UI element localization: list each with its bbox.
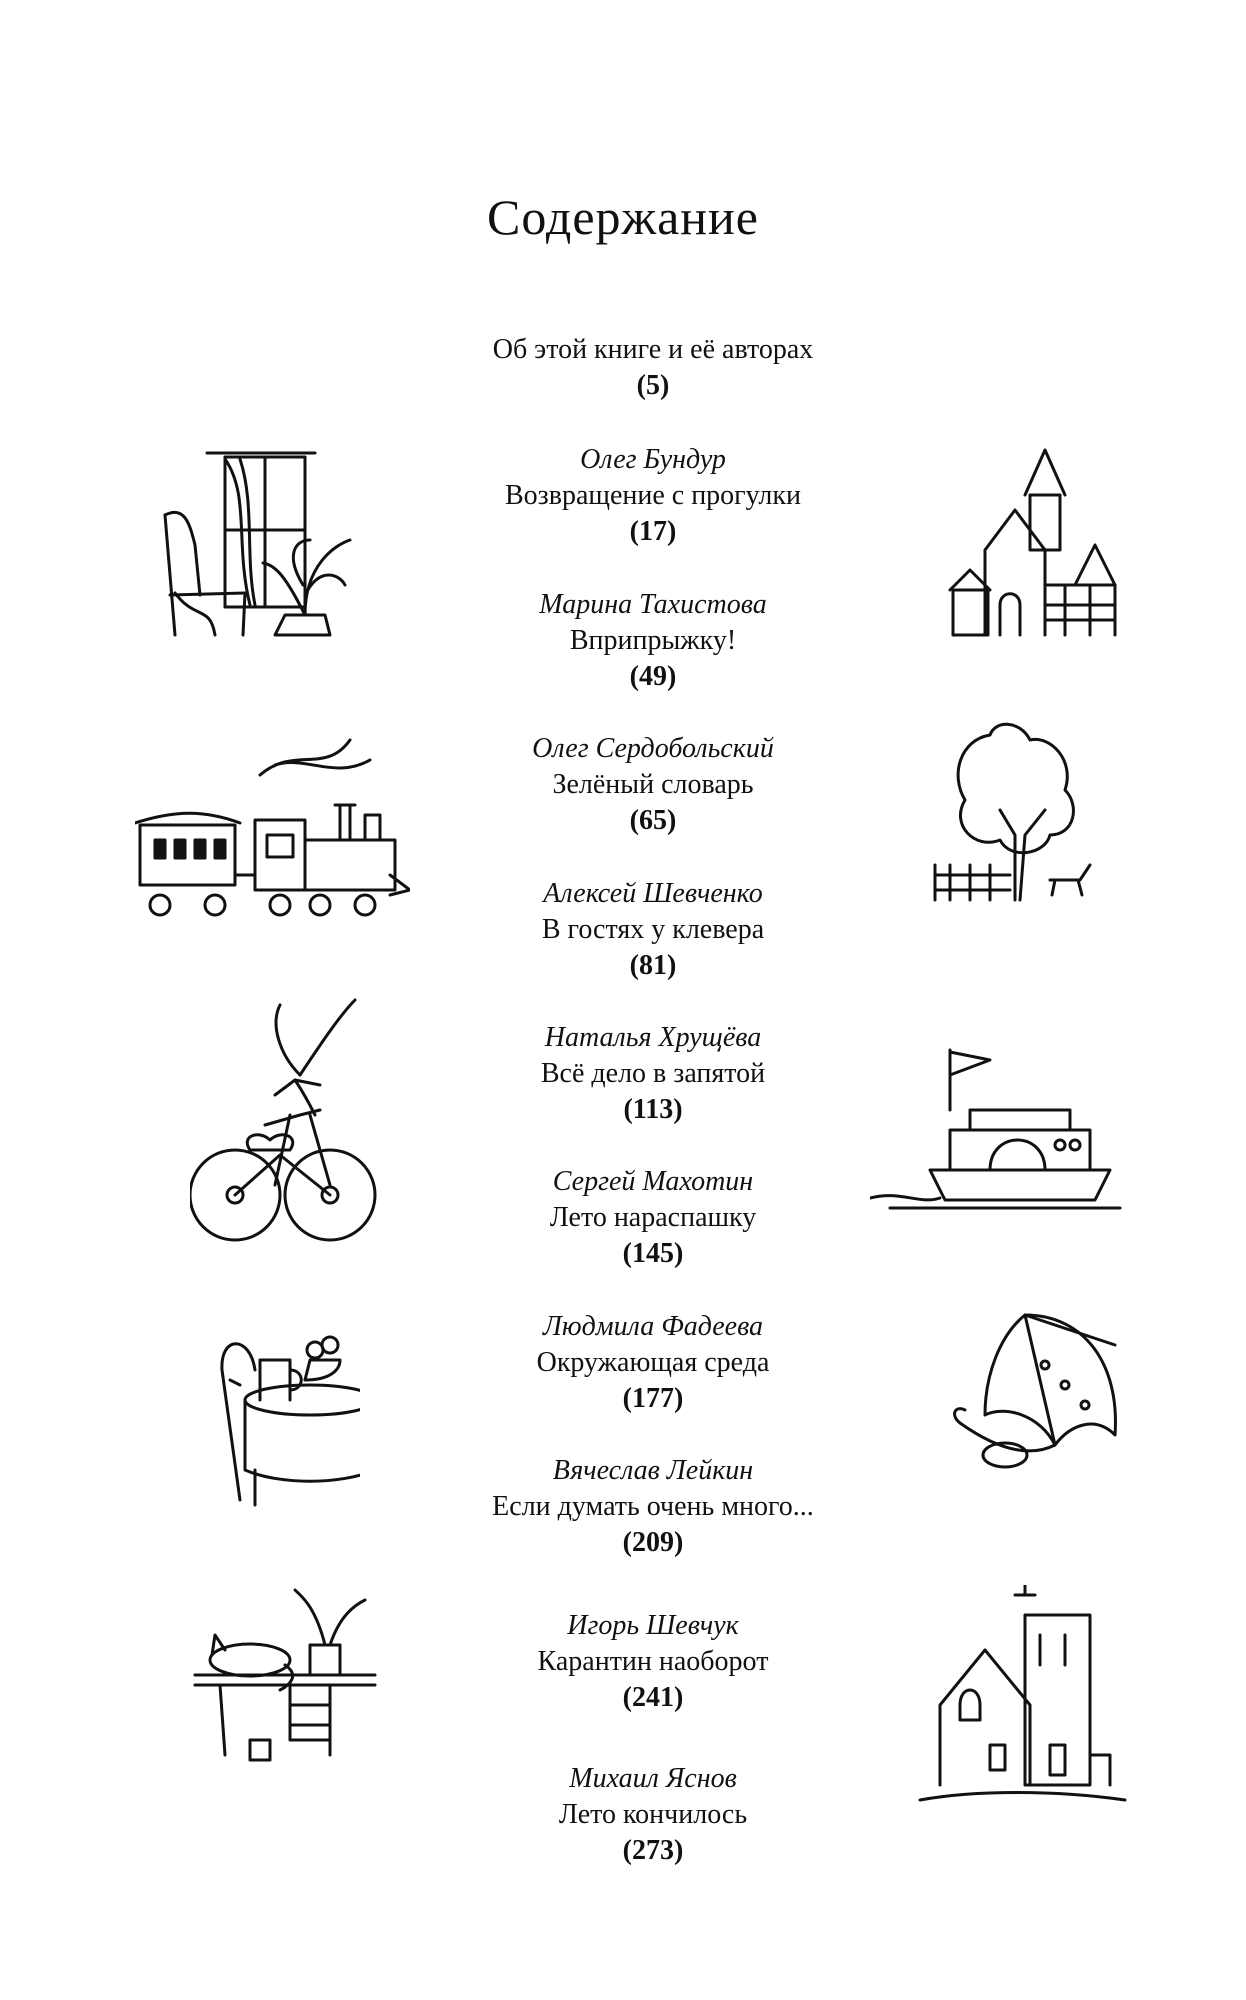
table-teapot-icon: [210, 1310, 360, 1515]
entry-title: В гостях у клевера: [541, 914, 765, 945]
entry-page: (273): [622, 1835, 684, 1866]
entry-title: Если думать очень много...: [492, 1491, 814, 1522]
window-chair-plant-icon: [155, 445, 355, 650]
toc-entry[interactable]: [323, 1309, 983, 1417]
toc-entry[interactable]: [323, 332, 983, 404]
entry-author: Наталья Хрущёва: [544, 1022, 762, 1053]
toc-entry[interactable]: [323, 442, 983, 550]
entry-page: (65): [629, 805, 677, 836]
entry-page: (5): [636, 370, 670, 401]
toc-entry[interactable]: [323, 731, 983, 839]
locomotive-icon: [135, 735, 410, 920]
toc-entry[interactable]: [323, 1761, 983, 1869]
entry-author: Марина Тахистова: [539, 589, 767, 620]
entry-page: (81): [629, 950, 677, 981]
entry-page: (241): [622, 1682, 684, 1713]
bird-bicycle-icon: [190, 985, 390, 1250]
entry-title: Лето кончилось: [558, 1799, 748, 1830]
entry-title: Возвращение с прогулки: [505, 480, 801, 511]
entry-title: Всё дело в запятой: [540, 1058, 766, 1089]
toc-entry[interactable]: [323, 1453, 983, 1561]
entry-title: Об этой книге и её авторах: [492, 334, 814, 365]
entry-author: Сергей Махотин: [552, 1166, 754, 1197]
entry-author: Игорь Шевчук: [567, 1610, 739, 1641]
entry-page: (17): [629, 516, 677, 547]
entry-author: Олег Бундур: [580, 444, 726, 475]
entry-author: Людмила Фадеева: [542, 1311, 764, 1342]
entry-title: Окружающая среда: [536, 1347, 770, 1378]
house-icon: [915, 1585, 1135, 1810]
entry-title: Зелёный словарь: [552, 769, 754, 800]
umbrella-icon: [945, 1305, 1125, 1490]
page-title: Содержание: [487, 189, 759, 245]
entry-author: Алексей Шевченко: [543, 878, 763, 909]
entry-title: Карантин наоборот: [537, 1646, 769, 1677]
entry-page: (209): [622, 1527, 684, 1558]
entry-page: (113): [623, 1094, 683, 1125]
steamboat-icon: [870, 1040, 1125, 1215]
entry-author: Михаил Яснов: [569, 1763, 737, 1794]
entry-page: (49): [629, 661, 677, 692]
entry-page: (145): [622, 1238, 684, 1269]
entry-title: Лето нараспашку: [549, 1202, 757, 1233]
entry-author: Вячеслав Лейкин: [552, 1455, 754, 1486]
tree-dog-icon: [930, 715, 1105, 905]
toc-entry[interactable]: [323, 587, 983, 695]
castle-icon: [945, 445, 1125, 640]
entry-page: (177): [622, 1383, 684, 1414]
toc-entry[interactable]: [323, 1608, 983, 1716]
toc-entry[interactable]: [323, 876, 983, 984]
entry-author: Олег Сердобольский: [532, 733, 774, 764]
entry-title: Вприпрыжку!: [569, 625, 737, 656]
cat-desk-icon: [190, 1565, 380, 1765]
